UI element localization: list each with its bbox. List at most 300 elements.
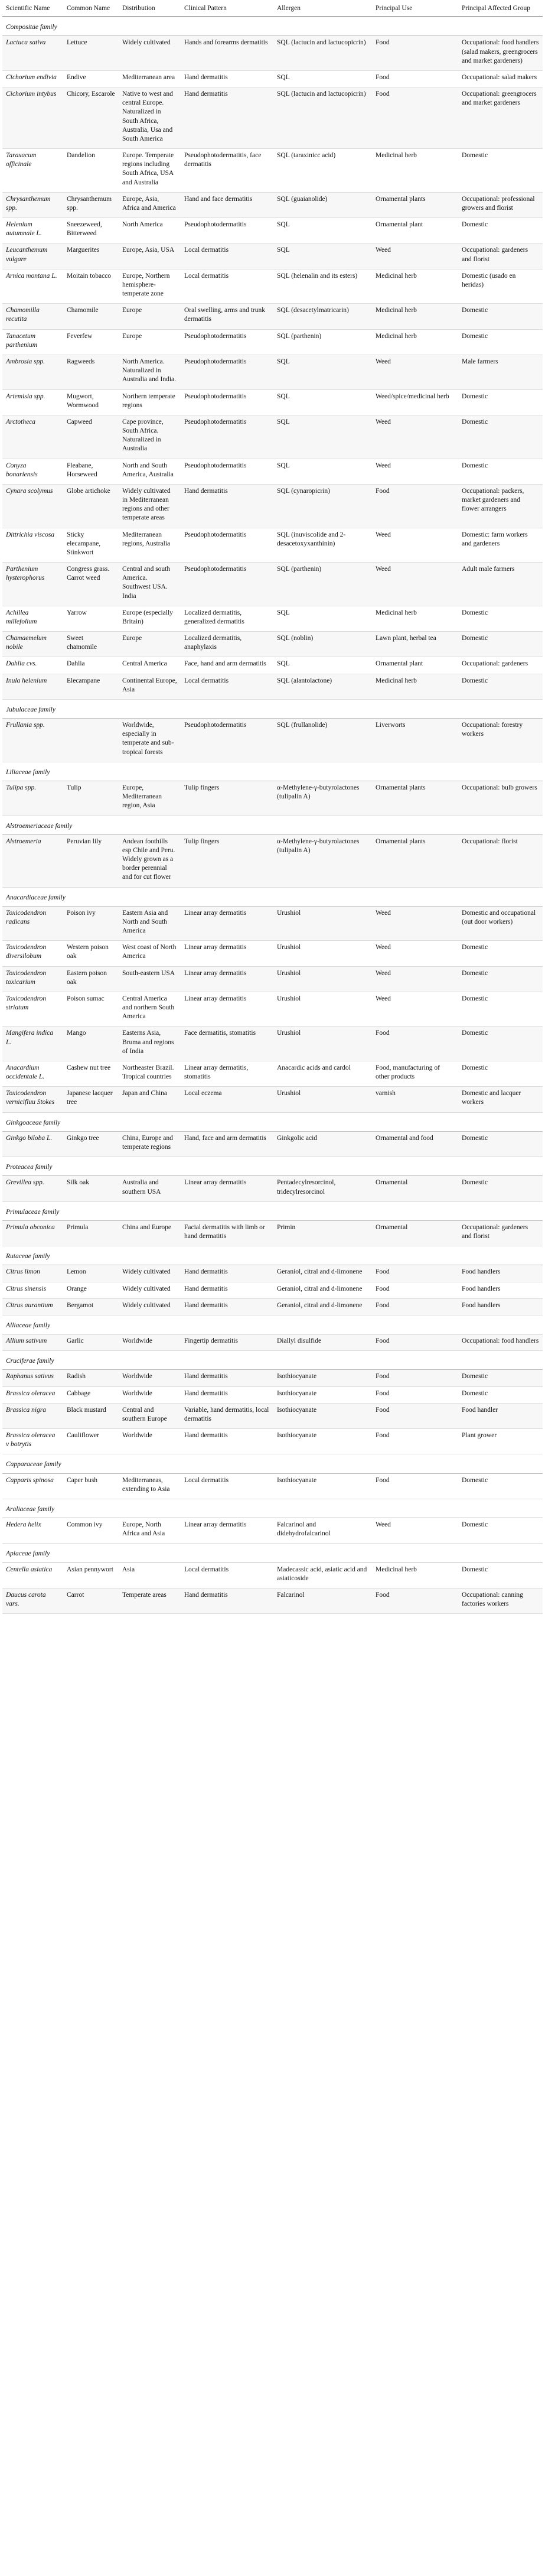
scientific-name-cell: Allium sativum: [2, 1334, 63, 1351]
allergen-cell: Isothiocyanate: [273, 1429, 372, 1454]
affected-group-cell: Domestic: [458, 1563, 543, 1588]
scientific-name-cell: Helenium autumnale L.: [2, 218, 63, 243]
family-heading-row: [2, 699, 543, 718]
allergen-cell: SQL (cynaropicrin): [273, 484, 372, 528]
table-row: [2, 218, 543, 243]
clinical-pattern-cell: Hand dermatitis: [181, 1298, 273, 1315]
distribution-cell: Worldwide, especially in temperate and sub-tropical forests: [119, 719, 181, 762]
allergen-cell: SQL (parthenin): [273, 329, 372, 355]
scientific-name-cell: Centella asiatica: [2, 1563, 63, 1588]
family-heading: Capparaceae family: [2, 1454, 543, 1473]
common-name-cell: [63, 719, 119, 762]
clinical-pattern-cell: Pseudophotodermatitis: [181, 218, 273, 243]
principal-use-cell: Food: [372, 70, 458, 87]
scientific-name-cell: Chrysanthemum spp.: [2, 192, 63, 217]
common-name-cell: Chrysanthemum spp.: [63, 192, 119, 217]
clinical-pattern-cell: Pseudophotodermatitis: [181, 355, 273, 389]
allergen-cell: SQL: [273, 218, 372, 243]
allergen-cell: SQL: [273, 70, 372, 87]
column-header: Scientific Name: [2, 2, 63, 17]
table-row: [2, 606, 543, 631]
scientific-name-cell: Mangifera indica L.: [2, 1026, 63, 1061]
clinical-pattern-cell: Local dermatitis: [181, 243, 273, 269]
allergen-cell: Isothiocyanate: [273, 1473, 372, 1499]
common-name-cell: Marguerites: [63, 243, 119, 269]
common-name-cell: Cauliflower: [63, 1429, 119, 1454]
distribution-cell: Temperate areas: [119, 1588, 181, 1613]
affected-group-cell: Occupational: canning factories workers: [458, 1588, 543, 1613]
table-body: [2, 17, 543, 1614]
affected-group-cell: Domestic: [458, 632, 543, 657]
family-heading-row: [2, 762, 543, 781]
scientific-name-cell: Brassica nigra: [2, 1403, 63, 1428]
affected-group-cell: Domestic: [458, 149, 543, 193]
allergen-cell: Urushiol: [273, 992, 372, 1026]
allergen-cell: Diallyl disulfide: [273, 1334, 372, 1351]
distribution-cell: Widely cultivated: [119, 1282, 181, 1298]
scientific-name-cell: Tulipa spp.: [2, 781, 63, 816]
scientific-name-cell: Daucus carota vars.: [2, 1588, 63, 1613]
scientific-name-cell: Alstroemeria: [2, 834, 63, 887]
table-row: [2, 459, 543, 484]
affected-group-cell: Domestic: [458, 329, 543, 355]
affected-group-cell: Domestic: [458, 1386, 543, 1403]
principal-use-cell: Food: [372, 1282, 458, 1298]
family-heading-row: [2, 1315, 543, 1334]
common-name-cell: Globe artichoke: [63, 484, 119, 528]
clinical-pattern-cell: Face dermatitis, stomatitis: [181, 1026, 273, 1061]
common-name-cell: Congress grass. Carrot weed: [63, 563, 119, 606]
distribution-cell: North and South America, Australia: [119, 459, 181, 484]
common-name-cell: Endive: [63, 70, 119, 87]
distribution-cell: Central America and northern South America: [119, 992, 181, 1026]
scientific-name-cell: Toxicodendron vernicifluu Stokes: [2, 1087, 63, 1112]
affected-group-cell: Occupational: gardeners and florist: [458, 1220, 543, 1246]
distribution-cell: Continental Europe, Asia: [119, 674, 181, 699]
table-row: [2, 355, 543, 389]
scientific-name-cell: Arctotheca: [2, 415, 63, 459]
table-row: [2, 149, 543, 193]
table-row: [2, 834, 543, 887]
common-name-cell: Orange: [63, 1282, 119, 1298]
table-row: [2, 1176, 543, 1201]
distribution-cell: Mediterranean area: [119, 70, 181, 87]
plant-allergen-table: [2, 2, 543, 1614]
clinical-pattern-cell: Linear array dermatitis: [181, 966, 273, 992]
column-header: Clinical Pattern: [181, 2, 273, 17]
clinical-pattern-cell: Hand dermatitis: [181, 484, 273, 528]
distribution-cell: Cape province, South Africa. Naturalized in Australia: [119, 415, 181, 459]
common-name-cell: Capweed: [63, 415, 119, 459]
common-name-cell: Dandelion: [63, 149, 119, 193]
principal-use-cell: Food: [372, 1386, 458, 1403]
scientific-name-cell: Toxicodendron striatum: [2, 992, 63, 1026]
allergen-cell: Urushiol: [273, 1026, 372, 1061]
distribution-cell: China, Europe and temperate regions: [119, 1131, 181, 1157]
affected-group-cell: Occupational: gardeners and florist: [458, 243, 543, 269]
distribution-cell: Japan and China: [119, 1087, 181, 1112]
affected-group-cell: Food handlers: [458, 1282, 543, 1298]
common-name-cell: Chicory, Escarole: [63, 87, 119, 149]
common-name-cell: Radish: [63, 1370, 119, 1386]
distribution-cell: Northeaster Brazil. Tropical countries: [119, 1061, 181, 1086]
family-heading: Primulaceae family: [2, 1201, 543, 1220]
affected-group-cell: Domestic: [458, 674, 543, 699]
scientific-name-cell: Hedera helix: [2, 1518, 63, 1544]
clinical-pattern-cell: Localized dermatitis, anaphylaxis: [181, 632, 273, 657]
clinical-pattern-cell: Hand dermatitis: [181, 1282, 273, 1298]
scientific-name-cell: Citrus aurantium: [2, 1298, 63, 1315]
scientific-name-cell: Primula obconica: [2, 1220, 63, 1246]
principal-use-cell: Ornamental plants: [372, 192, 458, 217]
allergen-cell: SQL (lactucin and lactucopicrin): [273, 87, 372, 149]
scientific-name-cell: Capparis spinosa: [2, 1473, 63, 1499]
allergen-cell: Geraniol, citral and d-limonene: [273, 1265, 372, 1282]
principal-use-cell: Medicinal herb: [372, 329, 458, 355]
common-name-cell: Common ivy: [63, 1518, 119, 1544]
clinical-pattern-cell: Fingertip dermatitis: [181, 1334, 273, 1351]
distribution-cell: Europe. Temperate regions including South Africa, USA and Australia: [119, 149, 181, 193]
scientific-name-cell: Leucanthemum vulgare: [2, 243, 63, 269]
affected-group-cell: Domestic: [458, 304, 543, 329]
allergen-cell: SQL (desacetylmatricarin): [273, 304, 372, 329]
clinical-pattern-cell: Hand dermatitis: [181, 1386, 273, 1403]
scientific-name-cell: Lactuca sativa: [2, 36, 63, 71]
clinical-pattern-cell: Local eczema: [181, 1087, 273, 1112]
principal-use-cell: Food: [372, 1403, 458, 1428]
family-heading: Ginkgoaceae family: [2, 1112, 543, 1131]
clinical-pattern-cell: Hand dermatitis: [181, 1588, 273, 1613]
distribution-cell: Europe: [119, 329, 181, 355]
clinical-pattern-cell: Linear array dermatitis: [181, 1176, 273, 1201]
common-name-cell: Western poison oak: [63, 941, 119, 966]
affected-group-cell: Domestic: [458, 459, 543, 484]
principal-use-cell: Ornamental plants: [372, 834, 458, 887]
distribution-cell: Europe, Mediterranean region, Asia: [119, 781, 181, 816]
distribution-cell: Europe, Asia, Africa and America: [119, 192, 181, 217]
common-name-cell: Ginkgo tree: [63, 1131, 119, 1157]
scientific-name-cell: Tanacetum parthenium: [2, 329, 63, 355]
clinical-pattern-cell: Hand dermatitis: [181, 1265, 273, 1282]
distribution-cell: Asia: [119, 1563, 181, 1588]
table-row: [2, 1298, 543, 1315]
table-row: [2, 389, 543, 415]
principal-use-cell: Weed: [372, 415, 458, 459]
scientific-name-cell: Chamaemelum nobile: [2, 632, 63, 657]
affected-group-cell: Domestic: [458, 966, 543, 992]
clinical-pattern-cell: Facial dermatitis with limb or hand dermatitis: [181, 1220, 273, 1246]
allergen-cell: SQL (helenalin and its esters): [273, 269, 372, 304]
distribution-cell: Northern temperate regions: [119, 389, 181, 415]
principal-use-cell: Ornamental plant: [372, 657, 458, 674]
distribution-cell: Europe: [119, 304, 181, 329]
common-name-cell: Japanese lacquer tree: [63, 1087, 119, 1112]
scientific-name-cell: Grevillea spp.: [2, 1176, 63, 1201]
affected-group-cell: Occupational: florist: [458, 834, 543, 887]
distribution-cell: Worldwide: [119, 1386, 181, 1403]
principal-use-cell: Weed: [372, 966, 458, 992]
principal-use-cell: Weed: [372, 1518, 458, 1544]
table-row: [2, 941, 543, 966]
table-row: [2, 1518, 543, 1544]
table-row: [2, 1087, 543, 1112]
table-row: [2, 528, 543, 563]
scientific-name-cell: Conyza bonariensis: [2, 459, 63, 484]
common-name-cell: Fleabane, Horseweed: [63, 459, 119, 484]
distribution-cell: Worldwide: [119, 1429, 181, 1454]
table-row: [2, 269, 543, 304]
affected-group-cell: Occupational: salad makers: [458, 70, 543, 87]
scientific-name-cell: Citrus sinensis: [2, 1282, 63, 1298]
distribution-cell: Widely cultivated: [119, 1298, 181, 1315]
family-heading-row: [2, 1246, 543, 1265]
principal-use-cell: Weed: [372, 243, 458, 269]
family-heading: Apiaceae family: [2, 1544, 543, 1563]
table-row: [2, 906, 543, 941]
common-name-cell: Cabbage: [63, 1386, 119, 1403]
principal-use-cell: Ornamental plant: [372, 218, 458, 243]
common-name-cell: Tulip: [63, 781, 119, 816]
family-heading: Anacardiaceae family: [2, 887, 543, 906]
clinical-pattern-cell: Linear array dermatitis: [181, 992, 273, 1026]
distribution-cell: North America. Naturalized in Australia and India.: [119, 355, 181, 389]
common-name-cell: Eastern poison oak: [63, 966, 119, 992]
distribution-cell: South-eastern USA: [119, 966, 181, 992]
allergen-cell: Madecassic acid, asiatic acid and asiaticoside: [273, 1563, 372, 1588]
common-name-cell: Garlic: [63, 1334, 119, 1351]
table-row: [2, 674, 543, 699]
family-heading: Proteacea family: [2, 1157, 543, 1176]
distribution-cell: Eastern Asia and North and South America: [119, 906, 181, 941]
principal-use-cell: Medicinal herb: [372, 1563, 458, 1588]
common-name-cell: Moitain tobacco: [63, 269, 119, 304]
affected-group-cell: Domestic: [458, 1518, 543, 1544]
family-heading-row: [2, 1157, 543, 1176]
affected-group-cell: Adult male farmers: [458, 563, 543, 606]
scientific-name-cell: Cynara scolymus: [2, 484, 63, 528]
common-name-cell: Poison ivy: [63, 906, 119, 941]
principal-use-cell: Medicinal herb: [372, 674, 458, 699]
scientific-name-cell: Inula helenium: [2, 674, 63, 699]
affected-group-cell: Occupational: bulb growers: [458, 781, 543, 816]
principal-use-cell: Weed: [372, 563, 458, 606]
scientific-name-cell: Ginkgo biloba L.: [2, 1131, 63, 1157]
table-row: [2, 1588, 543, 1613]
affected-group-cell: Domestic: [458, 1176, 543, 1201]
table-row: [2, 484, 543, 528]
clinical-pattern-cell: Pseudophotodermatitis: [181, 389, 273, 415]
distribution-cell: Easterns Asia, Bruma and regions of India: [119, 1026, 181, 1061]
table-row: [2, 992, 543, 1026]
scientific-name-cell: Raphanus sativus: [2, 1370, 63, 1386]
table-row: [2, 781, 543, 816]
table-row: [2, 1061, 543, 1086]
distribution-cell: Europe (especially Britain): [119, 606, 181, 631]
scientific-name-cell: Chamomilla recutita: [2, 304, 63, 329]
scientific-name-cell: Artemisia spp.: [2, 389, 63, 415]
allergen-cell: SQL (parthenin): [273, 563, 372, 606]
column-header: Distribution: [119, 2, 181, 17]
scientific-name-cell: Toxicodendron toxicarium: [2, 966, 63, 992]
distribution-cell: Native to west and central Europe. Naturalized in South Africa, Australia, Usa and South America: [119, 87, 181, 149]
clinical-pattern-cell: Linear array dermatitis: [181, 1518, 273, 1544]
common-name-cell: Black mustard: [63, 1403, 119, 1428]
allergen-cell: Falcarinol and didehydrofalcarinol: [273, 1518, 372, 1544]
family-heading: Alstroemeriaceae family: [2, 816, 543, 834]
table-row: [2, 87, 543, 149]
table-row: [2, 36, 543, 71]
allergen-cell: Falcarinol: [273, 1588, 372, 1613]
allergen-cell: SQL (inuviscolide and 2-desacetoxyxanthinin): [273, 528, 372, 563]
table-row: [2, 657, 543, 674]
common-name-cell: Primula: [63, 1220, 119, 1246]
family-heading-row: [2, 887, 543, 906]
table-row: [2, 1026, 543, 1061]
clinical-pattern-cell: Pseudophotodermatitis: [181, 719, 273, 762]
table-row: [2, 719, 543, 762]
principal-use-cell: Lawn plant, herbal tea: [372, 632, 458, 657]
distribution-cell: Europe, North Africa and Asia: [119, 1518, 181, 1544]
principal-use-cell: Food: [372, 1588, 458, 1613]
scientific-name-cell: Dahlia cvs.: [2, 657, 63, 674]
clinical-pattern-cell: Hands and forearms dermatitis: [181, 36, 273, 71]
allergen-cell: Ginkgolic acid: [273, 1131, 372, 1157]
distribution-cell: Central and southern Europe: [119, 1403, 181, 1428]
allergen-cell: SQL: [273, 355, 372, 389]
common-name-cell: Ragweeds: [63, 355, 119, 389]
table-row: [2, 966, 543, 992]
scientific-name-cell: Toxicodendron diversilobum: [2, 941, 63, 966]
common-name-cell: Peruvian lily: [63, 834, 119, 887]
affected-group-cell: Domestic: [458, 1131, 543, 1157]
allergen-cell: SQL (alantolactone): [273, 674, 372, 699]
affected-group-cell: Domestic: [458, 415, 543, 459]
clinical-pattern-cell: Local dermatitis: [181, 269, 273, 304]
table-row: [2, 1370, 543, 1386]
affected-group-cell: Domestic and occupational (out door workers): [458, 906, 543, 941]
principal-use-cell: Medicinal herb: [372, 149, 458, 193]
family-heading: Liliaceae family: [2, 762, 543, 781]
table-row: [2, 1131, 543, 1157]
clinical-pattern-cell: Linear array dermatitis: [181, 906, 273, 941]
family-heading-row: [2, 1544, 543, 1563]
allergen-cell: α-Methylene-γ-butyrolactones (tulipalin A): [273, 781, 372, 816]
scientific-name-cell: Toxicodendron radicans: [2, 906, 63, 941]
allergen-cell: Isothiocyanate: [273, 1386, 372, 1403]
affected-group-cell: Plant grower: [458, 1429, 543, 1454]
affected-group-cell: Food handlers: [458, 1298, 543, 1315]
table-row: [2, 632, 543, 657]
column-header: Common Name: [63, 2, 119, 17]
clinical-pattern-cell: Hand dermatitis: [181, 1370, 273, 1386]
family-heading: Compositae family: [2, 17, 543, 36]
principal-use-cell: Weed: [372, 528, 458, 563]
common-name-cell: Bergamot: [63, 1298, 119, 1315]
clinical-pattern-cell: Linear array dermatitis: [181, 941, 273, 966]
affected-group-cell: Domestic (usado en heridas): [458, 269, 543, 304]
table-row: [2, 1403, 543, 1428]
allergen-cell: Geraniol, citral and d-limonene: [273, 1282, 372, 1298]
scientific-name-cell: Achillea millefolium: [2, 606, 63, 631]
clinical-pattern-cell: Hand dermatitis: [181, 87, 273, 149]
table-row: [2, 329, 543, 355]
clinical-pattern-cell: Hand dermatitis: [181, 1429, 273, 1454]
affected-group-cell: Occupational: greengrocers and market gardeners: [458, 87, 543, 149]
principal-use-cell: Food: [372, 36, 458, 71]
allergen-cell: Geraniol, citral and d-limonene: [273, 1298, 372, 1315]
affected-group-cell: Domestic: [458, 992, 543, 1026]
common-name-cell: Elecampane: [63, 674, 119, 699]
principal-use-cell: Weed: [372, 459, 458, 484]
affected-group-cell: Domestic: farm workers and gardeners: [458, 528, 543, 563]
family-heading-row: [2, 1201, 543, 1220]
allergen-cell: SQL (lactucin and lactucopicrin): [273, 36, 372, 71]
principal-use-cell: Food: [372, 484, 458, 528]
clinical-pattern-cell: Oral swelling, arms and trunk dermatitis: [181, 304, 273, 329]
principal-use-cell: Weed: [372, 941, 458, 966]
distribution-cell: Widely cultivated in Mediterranean regions and other temperate areas: [119, 484, 181, 528]
common-name-cell: Silk oak: [63, 1176, 119, 1201]
principal-use-cell: Food: [372, 1370, 458, 1386]
affected-group-cell: Food handlers: [458, 1265, 543, 1282]
common-name-cell: Chamomile: [63, 304, 119, 329]
family-heading-row: [2, 1351, 543, 1370]
allergen-cell: SQL: [273, 243, 372, 269]
distribution-cell: Europe, Asia, USA: [119, 243, 181, 269]
allergen-cell: Urushiol: [273, 941, 372, 966]
principal-use-cell: Food, manufacturing of other products: [372, 1061, 458, 1086]
allergen-cell: Urushiol: [273, 906, 372, 941]
scientific-name-cell: Arnica montana L.: [2, 269, 63, 304]
distribution-cell: Australia and southern USA: [119, 1176, 181, 1201]
principal-use-cell: Ornamental: [372, 1220, 458, 1246]
affected-group-cell: Domestic: [458, 941, 543, 966]
allergen-cell: SQL: [273, 389, 372, 415]
allergen-cell: SQL (taraxinicc acid): [273, 149, 372, 193]
family-heading-row: [2, 17, 543, 36]
principal-use-cell: Weed: [372, 992, 458, 1026]
allergen-cell: SQL (guaianolide): [273, 192, 372, 217]
table-row: [2, 1282, 543, 1298]
common-name-cell: Yarrow: [63, 606, 119, 631]
distribution-cell: North America: [119, 218, 181, 243]
clinical-pattern-cell: Localized dermatitis, generalized dermatitis: [181, 606, 273, 631]
allergen-cell: SQL: [273, 459, 372, 484]
scientific-name-cell: Ambrosia spp.: [2, 355, 63, 389]
affected-group-cell: Domestic: [458, 1026, 543, 1061]
principal-use-cell: Food: [372, 87, 458, 149]
clinical-pattern-cell: Linear array dermatitis, stomatitis: [181, 1061, 273, 1086]
distribution-cell: Widely cultivated: [119, 1265, 181, 1282]
common-name-cell: Poison sumac: [63, 992, 119, 1026]
family-heading-row: [2, 1499, 543, 1518]
affected-group-cell: Domestic: [458, 1061, 543, 1086]
clinical-pattern-cell: Hand dermatitis: [181, 70, 273, 87]
affected-group-cell: Domestic and lacquer workers: [458, 1087, 543, 1112]
common-name-cell: Lettuce: [63, 36, 119, 71]
table-row: [2, 70, 543, 87]
clinical-pattern-cell: Face, hand and arm dermatitis: [181, 657, 273, 674]
distribution-cell: Mediterraneas, extending to Asia: [119, 1473, 181, 1499]
table-header-row: [2, 2, 543, 17]
scientific-name-cell: Anacardium occidentale L.: [2, 1061, 63, 1086]
principal-use-cell: Ornamental plants: [372, 781, 458, 816]
clinical-pattern-cell: Hand, face and arm dermatitis: [181, 1131, 273, 1157]
principal-use-cell: Food: [372, 1334, 458, 1351]
family-heading-row: [2, 1112, 543, 1131]
allergen-cell: SQL: [273, 606, 372, 631]
principal-use-cell: Food: [372, 1473, 458, 1499]
